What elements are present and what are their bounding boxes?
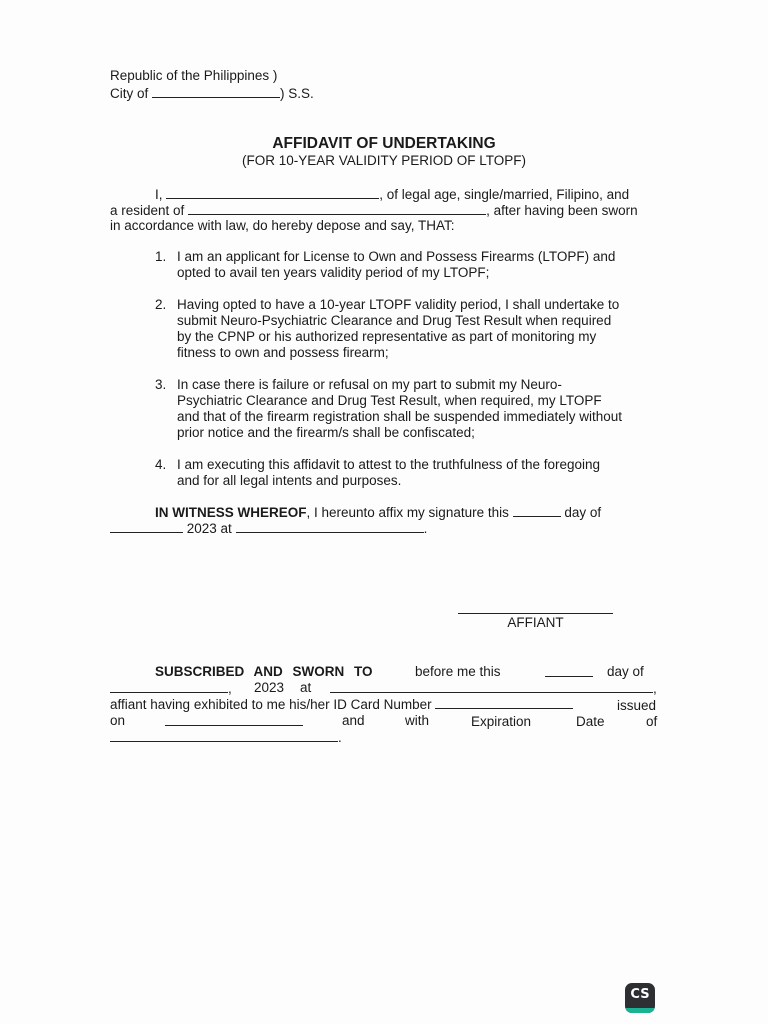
item-line: fitness to own and possess firearm;: [177, 345, 389, 360]
subscribed-year: 2023: [254, 680, 285, 695]
header-republic: Republic of the Philippines ): [110, 68, 278, 83]
witness-l1-rest: , I hereunto affix my signature this: [306, 505, 509, 520]
issued-date-blank: [165, 713, 303, 726]
subscribed-of: of: [646, 714, 658, 729]
witness-bold: IN WITNESS WHEREOF: [155, 505, 307, 520]
subscribed-l1-rest: before me this: [415, 664, 501, 679]
subscribed-and: and: [342, 713, 365, 728]
subscribed-bold: SUBSCRIBED AND SWORN TO: [155, 664, 373, 679]
subscribed-day-blank: [545, 664, 593, 677]
item-line: and for all legal intents and purposes.: [177, 473, 402, 488]
subscribed-comma: ,: [228, 681, 232, 696]
affiant-label: AFFIANT: [507, 615, 564, 630]
item-line: and that of the firearm registration shall be suspended immediately without: [177, 409, 622, 424]
item-line: I am executing this affidavit to attest to the truthfulness of the foregoing: [177, 457, 601, 472]
residence-blank: [188, 202, 486, 215]
issued-date-blank-wrap: [165, 713, 303, 730]
subscribed-with: with: [405, 713, 430, 728]
item-number: 3.: [155, 377, 167, 392]
header-city-label: City of: [110, 86, 149, 101]
subscribed-at: at: [300, 680, 312, 695]
place-blank: [236, 520, 424, 533]
item-line: Having opted to have a 10-year LTOPF validity period, I shall undertake to: [177, 297, 620, 312]
intro-i: I,: [155, 187, 163, 202]
subscribed-line-5: [110, 729, 342, 746]
subscribed-date: Date: [576, 714, 605, 729]
logo-text: CS: [630, 987, 650, 1002]
subscribed-place-wrap: [330, 680, 657, 697]
signature-line: [458, 613, 613, 614]
intro-line-2: [110, 202, 638, 219]
subscribed-line-2: [110, 680, 232, 697]
intro-line-1: [155, 186, 629, 203]
expiration-date-blank: [110, 729, 338, 742]
name-blank: [166, 186, 379, 199]
subscribed-place-blank: [330, 680, 653, 693]
witness-line-1: [155, 504, 601, 521]
header-city: [110, 85, 314, 102]
intro-l2-rest: , after having been sworn: [486, 203, 638, 218]
header-ss: ) S.S.: [280, 86, 314, 101]
page-title: AFFIDAVIT OF UNDERTAKING: [272, 135, 496, 152]
subscribed-period: .: [338, 730, 342, 745]
item-line: prior notice and the firearm/s shall be confiscated;: [177, 425, 475, 440]
item-line: opted to avail ten years validity period of my LTOPF;: [177, 265, 490, 280]
logo-accent-bar: [625, 1008, 655, 1013]
witness-period: .: [423, 521, 428, 536]
subscribed-line-1: [155, 664, 373, 680]
city-blank: [152, 85, 280, 98]
subscribed-l2-comma: ,: [653, 681, 657, 696]
subscribed-on: on: [110, 713, 126, 728]
item-number: 2.: [155, 297, 167, 312]
witness-dayof: day of: [564, 505, 602, 520]
item-line: by the CPNP or his authorized representative as part of monitoring my: [177, 329, 597, 344]
item-number: 4.: [155, 457, 167, 472]
subscribed-month-blank: [110, 680, 228, 693]
id-number-blank: [435, 696, 573, 709]
subscribed-day-blank-wrap: [545, 664, 593, 681]
subscribed-issued: issued: [617, 698, 657, 713]
witness-year: 2023 at: [186, 521, 232, 536]
item-line: I am an applicant for License to Own and Possess Firearms (LTOPF) and: [177, 249, 616, 264]
item-line: In case there is failure or refusal on my part to submit my Neuro-: [177, 377, 562, 392]
camscanner-logo-icon: [625, 983, 655, 1013]
subscribed-dayof: day of: [607, 664, 644, 679]
item-line: Psychiatric Clearance and Drug Test Result, when required, my LTOPF: [177, 393, 602, 408]
witness-line-2: [110, 520, 427, 537]
page-subtitle: (FOR 10-YEAR VALIDITY PERIOD OF LTOPF): [241, 153, 527, 168]
month-blank: [110, 520, 183, 533]
intro-resident: a resident of: [110, 203, 185, 218]
subscribed-id-text: affiant having exhibited to me his/her ID Card Number: [110, 697, 432, 712]
subscribed-line-3: [110, 696, 573, 713]
intro-l1-rest: , of legal age, single/married, Filipino, and: [379, 187, 630, 202]
subscribed-expiration: Expiration: [471, 714, 532, 729]
day-blank: [513, 504, 561, 517]
item-line: submit Neuro-Psychiatric Clearance and Drug Test Result when required: [177, 313, 612, 328]
intro-line-3: in accordance with law, do hereby depose and say, THAT:: [110, 218, 455, 233]
item-number: 1.: [155, 249, 167, 264]
